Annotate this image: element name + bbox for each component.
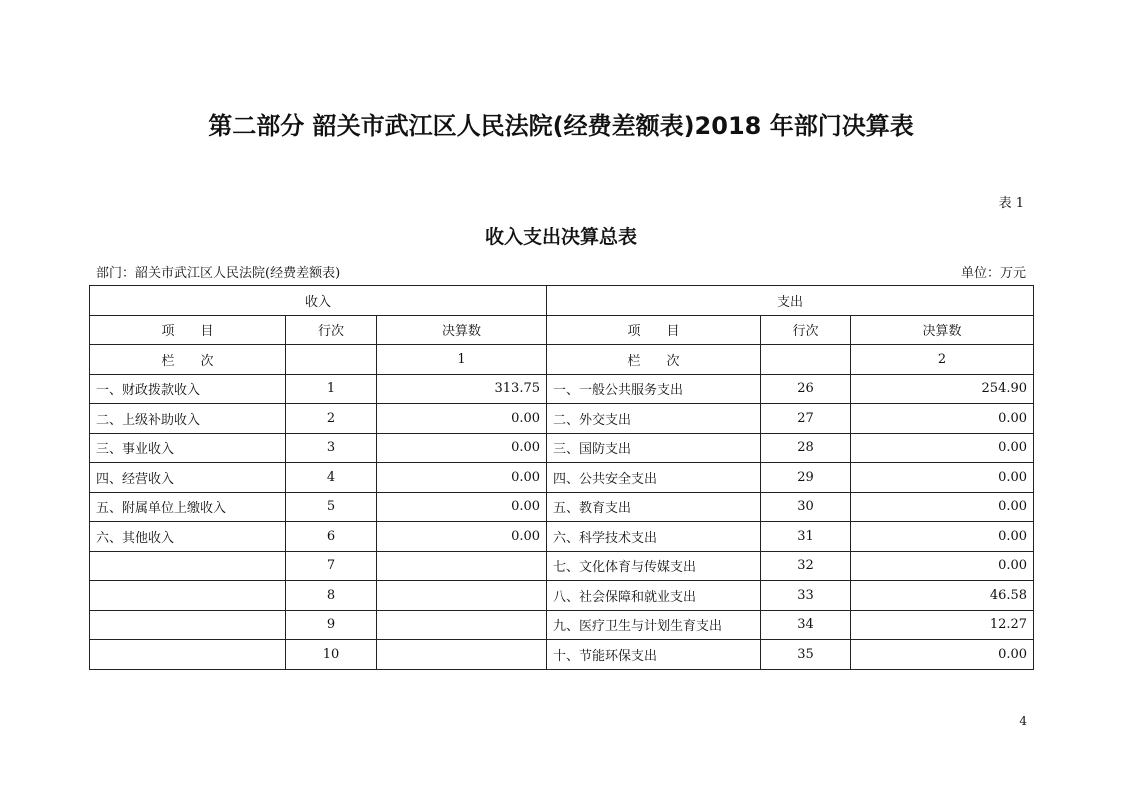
expense-amount-header: 决算数 [851,315,1034,345]
income-row-no-cell: 10 [286,640,377,670]
expense-item-cell: 十、节能环保支出 [547,640,761,670]
income-item-cell [90,610,286,640]
income-row-no-cell: 5 [286,492,377,522]
table-row [90,581,1034,611]
expense-item-header: 项 目 [547,315,761,345]
page-number: 4 [1019,714,1027,728]
expense-amount-cell: 0.00 [851,522,1034,552]
expense-item-cell: 四、公共安全支出 [547,463,761,493]
income-row-no-cell: 3 [286,433,377,463]
expense-row-no-cell: 28 [761,433,851,463]
income-amount-cell [377,551,547,581]
income-column-number: 1 [377,345,547,375]
income-row-no-cell: 2 [286,404,377,434]
table-row [90,551,1034,581]
income-item-cell: 四、经营收入 [90,463,286,493]
income-item-header: 项 目 [90,315,286,345]
unit-label: 单位：万元 [960,266,1026,281]
income-header: 收入 [90,286,547,316]
expense-item-cell: 七、文化体育与传媒支出 [547,551,761,581]
table-number: 表 1 [998,196,1024,211]
income-item-cell: 三、事业收入 [90,433,286,463]
income-item-cell: 一、财政拨款收入 [90,374,286,404]
expense-amount-cell: 0.00 [851,463,1034,493]
income-column-blank [286,345,377,375]
expense-amount-cell: 0.00 [851,551,1034,581]
expense-row-no-cell: 27 [761,404,851,434]
expense-row-no-header: 行次 [761,315,851,345]
income-amount-cell: 0.00 [377,404,547,434]
income-amount-header: 决算数 [377,315,547,345]
budget-table [89,285,1034,670]
income-item-cell [90,581,286,611]
income-row-no-cell: 6 [286,522,377,552]
expense-amount-cell: 254.90 [851,374,1034,404]
expense-row-no-cell: 29 [761,463,851,493]
income-row-no-header: 行次 [286,315,377,345]
expense-item-cell: 九、医疗卫生与计划生育支出 [547,610,761,640]
header-row-column-numbers [90,345,1034,375]
expense-amount-cell: 0.00 [851,640,1034,670]
header-row-columns [90,315,1034,345]
table-row [90,610,1034,640]
expense-amount-cell: 0.00 [851,433,1034,463]
expense-row-no-cell: 33 [761,581,851,611]
expense-amount-cell: 0.00 [851,492,1034,522]
expense-column-label: 栏 次 [547,345,761,375]
expense-column-blank [761,345,851,375]
income-amount-cell [377,581,547,611]
table-row [90,492,1034,522]
expense-header: 支出 [547,286,1034,316]
expense-row-no-cell: 31 [761,522,851,552]
expense-item-cell: 八、社会保障和就业支出 [547,581,761,611]
table-row [90,522,1034,552]
expense-item-cell: 六、科学技术支出 [547,522,761,552]
expense-row-no-cell: 26 [761,374,851,404]
income-amount-cell: 0.00 [377,433,547,463]
header-row-sections [90,286,1034,316]
income-amount-cell [377,610,547,640]
income-item-cell: 二、上级补助收入 [90,404,286,434]
expense-amount-cell: 12.27 [851,610,1034,640]
income-amount-cell: 0.00 [377,463,547,493]
expense-row-no-cell: 35 [761,640,851,670]
income-amount-cell [377,640,547,670]
department-label: 部门：韶关市武江区人民法院(经费差额表) [96,266,341,281]
income-amount-cell: 0.00 [377,492,547,522]
expense-amount-cell: 46.58 [851,581,1034,611]
income-column-label: 栏 次 [90,345,286,375]
income-row-no-cell: 7 [286,551,377,581]
table-row [90,463,1034,493]
table-row [90,433,1034,463]
expense-row-no-cell: 34 [761,610,851,640]
expense-amount-cell: 0.00 [851,404,1034,434]
income-row-no-cell: 4 [286,463,377,493]
income-item-cell [90,640,286,670]
expense-item-cell: 三、国防支出 [547,433,761,463]
expense-column-number: 2 [851,345,1034,375]
expense-item-cell: 二、外交支出 [547,404,761,434]
table-row [90,640,1034,670]
income-row-no-cell: 1 [286,374,377,404]
page-title: 第二部分 韶关市武江区人民法院(经费差额表)2018 年部门决算表 [208,112,914,140]
income-row-no-cell: 8 [286,581,377,611]
expense-row-no-cell: 32 [761,551,851,581]
income-item-cell: 五、附属单位上缴收入 [90,492,286,522]
table-row [90,374,1034,404]
table-title: 收入支出决算总表 [484,226,637,248]
expense-row-no-cell: 30 [761,492,851,522]
income-amount-cell: 0.00 [377,522,547,552]
table-row [90,404,1034,434]
expense-item-cell: 五、教育支出 [547,492,761,522]
income-item-cell: 六、其他收入 [90,522,286,552]
income-item-cell [90,551,286,581]
income-amount-cell: 313.75 [377,374,547,404]
income-row-no-cell: 9 [286,610,377,640]
expense-item-cell: 一、一般公共服务支出 [547,374,761,404]
